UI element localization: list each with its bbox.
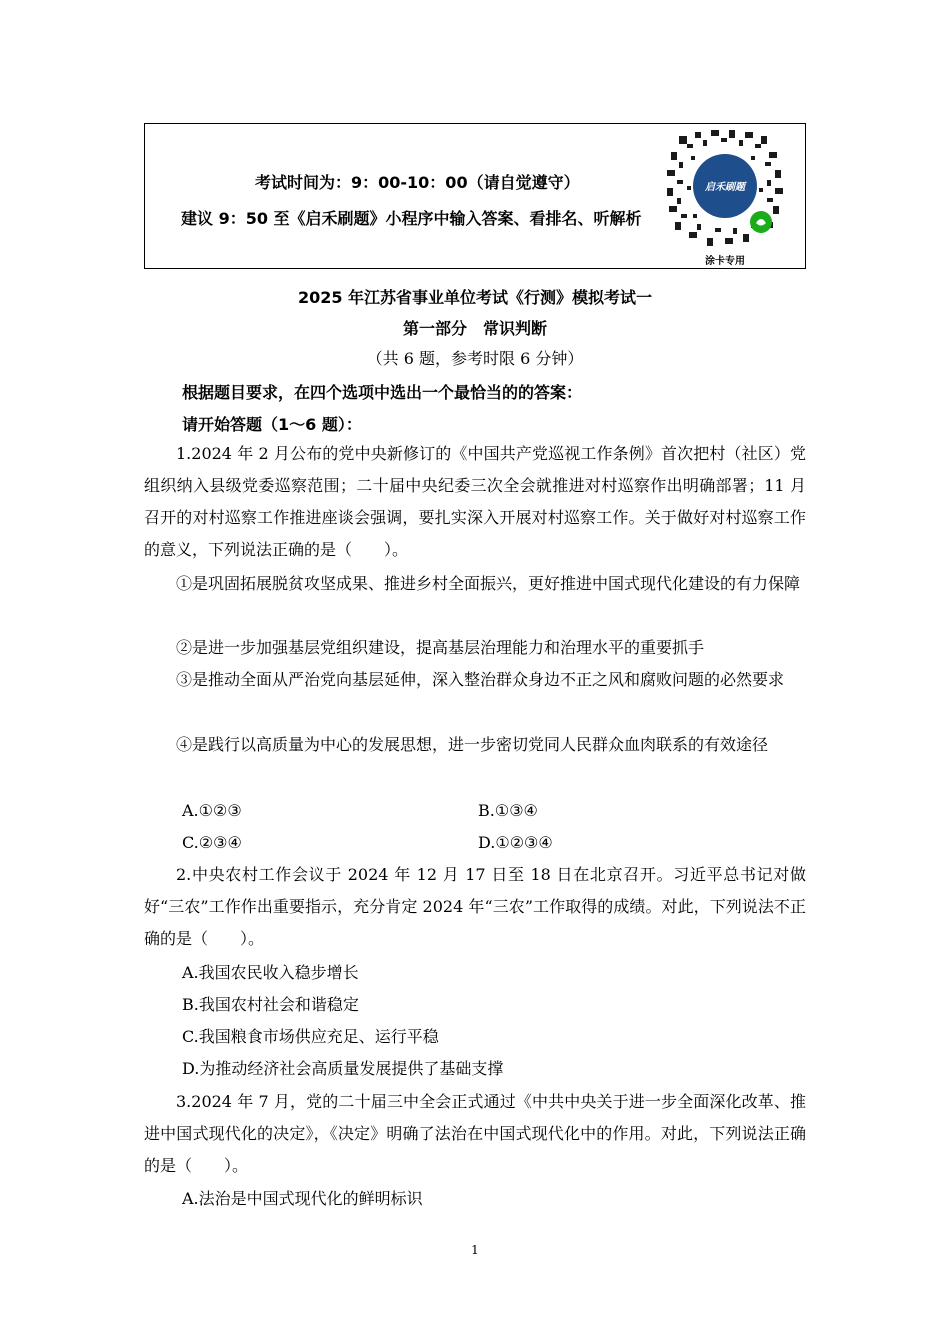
question-1-statement-3: ③是推动全面从严治党向基层延伸，深入整治群众身边不正之风和腐败问题的必然要求: [176, 670, 785, 689]
question-2-option-a: A.我国农民收入稳步增长: [182, 963, 359, 982]
question-2-option-d: D.为推动经济社会高质量发展提供了基础支撑: [182, 1059, 504, 1078]
question-2-stem: 2.中央农村工作会议于 2024 年 12 月 17 日至 18 日在北京召开。习近平总书记对做好“三农”工作作出重要指示，充分肯定 2024 年“三农”工作取得的成绩。对此，下列说法不正确的是（ ）。: [144, 865, 806, 948]
qr-caption: 涂卡专用: [705, 256, 745, 267]
svg-text:启禾刷题: 启禾刷题: [705, 182, 745, 193]
question-3-option-a: A.法治是中国式现代化的鲜明标识: [182, 1189, 423, 1208]
page-number: 1: [471, 1243, 479, 1257]
question-1-statement-1: ①是巩固拓展脱贫攻坚成果、推进乡村全面振兴，更好推进中国式现代化建设的有力保障: [176, 574, 801, 593]
exam-notice-box: [144, 123, 806, 269]
answer-suggestion-notice: 建议 9：50 至《启禾刷题》小程序中输入答案、看排名、听解析: [181, 209, 642, 228]
question-2-option-b: B.我国农村社会和谐稳定: [182, 995, 359, 1014]
question-1-option-b: B.①③④: [478, 801, 538, 820]
section-meta: （共 6 题，参考时限 6 分钟）: [366, 349, 584, 368]
question-1-statement-2: ②是进一步加强基层党组织建设，提高基层治理能力和治理水平的重要抓手: [176, 638, 705, 657]
question-1-stem: 1.2024 年 2 月公布的党中央新修订的《中国共产党巡视工作条例》首次把村（社区）党组织纳入县级党委巡察范围；二十届中央纪委三次全会就推进对村巡察作出明确部署；11 月召开的对村巡察工作推进座谈会强调，要扎实深入开展对村巡察工作。关于做好对村巡察工作的意义，下列说法正确的是（ ）。: [144, 444, 806, 559]
question-1-option-c: C.②③④: [182, 833, 242, 852]
question-3-stem: 3.2024 年 7 月，党的二十届三中全会正式通过《中共中央关于进一步全面深化改革、推进中国式现代化的决定》，《决定》明确了法治在中国式现代化中的作用。对此，下列说法正确的是（ ）。: [144, 1092, 806, 1175]
instructions-line: 根据题目要求，在四个选项中选出一个最恰当的的答案：: [182, 383, 583, 402]
start-prompt: 请开始答题（1～6 题）：: [182, 415, 362, 434]
mini-program-qr-code: [665, 126, 785, 266]
question-2-option-c: C.我国粮食市场供应充足、运行平稳: [182, 1027, 439, 1046]
question-1-option-d: D.①②③④: [478, 833, 553, 852]
section-title: 第一部分 常识判断: [402, 319, 547, 338]
exam-title: 2025 年江苏省事业单位考试《行测》模拟考试一: [297, 288, 653, 307]
question-1-option-a: A.①②③: [182, 801, 242, 820]
qr-code-icon: [665, 126, 785, 250]
question-1-statement-4: ④是践行以高质量为中心的发展思想，进一步密切党同人民群众血肉联系的有效途径: [176, 735, 769, 754]
exam-time-notice: 考试时间为：9：00-10：00（请自觉遵守）: [255, 173, 580, 192]
